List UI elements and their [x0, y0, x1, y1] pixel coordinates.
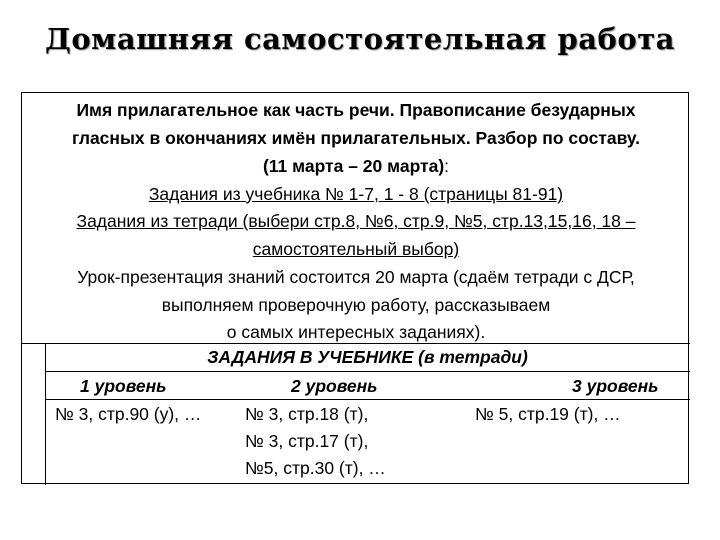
column-level-2: 2 уровень — [291, 376, 378, 396]
workbook-tasks-line-1: Задания из тетради (выбери стр.8, №6, стр.9, №5, стр.13,15,16, 18 – — [76, 211, 636, 231]
column-level-1: 1 уровень — [80, 376, 167, 396]
topic-line-1: Имя прилагательное как часть речи. Правописание безударных — [76, 100, 636, 120]
table-header: ЗАДАНИЯ В УЧЕБНИКЕ (в тетради) — [207, 347, 528, 367]
page-title: Домашняя самостоятельная работа — [45, 22, 675, 56]
lesson-line-3: о самых интересных заданиях). — [226, 322, 486, 342]
table-header-divider — [45, 371, 690, 372]
level-2-task: № 3, стр.18 (т), — [245, 404, 369, 424]
dates-colon: : — [444, 156, 450, 176]
level-2-task: №5, стр.30 (т), … — [245, 458, 386, 478]
column-level-3: 3 уровень — [572, 376, 659, 396]
table-top-border — [22, 343, 690, 344]
level-2-task: № 3, стр.17 (т), — [245, 431, 369, 451]
level-3-task: № 5, стр.19 (т), … — [475, 404, 621, 424]
level-1-task: № 3, стр.90 (у), … — [55, 404, 202, 424]
lesson-line-1: Урок-презентация знаний состоится 20 марта (сдаём тетради с ДСР, — [77, 267, 635, 287]
assignment-box — [21, 92, 689, 484]
lesson-line-2: выполняем проверочную работу, рассказываем — [161, 295, 551, 315]
textbook-tasks: Задания из учебника № 1-7, 1 - 8 (страницы 81-91) — [148, 184, 564, 204]
dates-line — [22, 155, 690, 177]
workbook-tasks-line-2: самостоятельный выбор) — [252, 239, 460, 259]
table-columns-divider — [45, 399, 690, 400]
dates: (11 марта – 20 марта) — [262, 156, 445, 176]
topic-line-2: гласных в окончаниях имён прилагательных. Разбор по составу. — [71, 128, 640, 148]
